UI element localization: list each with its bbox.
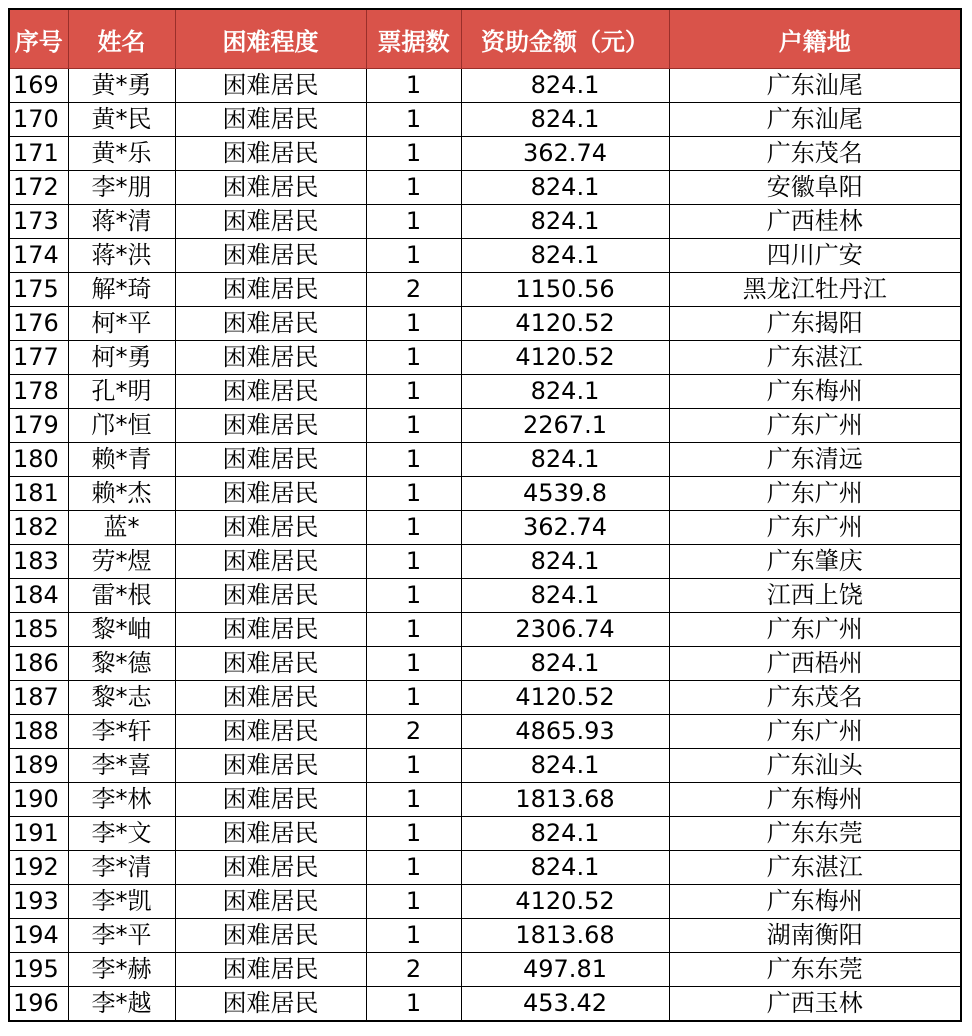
cell-index: 189 [9,749,68,783]
cell-hometown: 湖南衡阳 [669,919,961,953]
cell-difficulty: 困难居民 [175,851,366,885]
cell-receipt-count: 2 [366,715,461,749]
table-row [9,103,961,137]
cell-index: 186 [9,647,68,681]
table-row [9,511,961,545]
cell-amount: 453.42 [461,987,669,1022]
header-amount: 资助金额（元） [461,9,669,69]
cell-receipt-count: 1 [366,103,461,137]
cell-hometown: 江西上饶 [669,579,961,613]
cell-receipt-count: 1 [366,613,461,647]
cell-hometown: 广东茂名 [669,137,961,171]
cell-amount: 824.1 [461,375,669,409]
cell-amount: 362.74 [461,511,669,545]
cell-difficulty: 困难居民 [175,987,366,1022]
cell-hometown: 四川广安 [669,239,961,273]
cell-index: 173 [9,205,68,239]
cell-receipt-count: 1 [366,171,461,205]
cell-name: 赖*青 [68,443,175,477]
cell-difficulty: 困难居民 [175,919,366,953]
cell-name: 劳*煜 [68,545,175,579]
subsidy-table [8,8,962,1022]
cell-index: 171 [9,137,68,171]
cell-name: 雷*根 [68,579,175,613]
cell-name: 李*喜 [68,749,175,783]
cell-difficulty: 困难居民 [175,375,366,409]
cell-index: 178 [9,375,68,409]
cell-difficulty: 困难居民 [175,545,366,579]
table-row [9,647,961,681]
table-row [9,239,961,273]
cell-receipt-count: 1 [366,545,461,579]
cell-hometown: 广东广州 [669,613,961,647]
cell-index: 190 [9,783,68,817]
cell-receipt-count: 1 [366,375,461,409]
cell-receipt-count: 1 [366,783,461,817]
table-row [9,477,961,511]
cell-name: 李*朋 [68,171,175,205]
cell-index: 196 [9,987,68,1022]
cell-amount: 4865.93 [461,715,669,749]
cell-hometown: 广东广州 [669,715,961,749]
cell-index: 177 [9,341,68,375]
table-row [9,69,961,103]
cell-difficulty: 困难居民 [175,205,366,239]
cell-amount: 1813.68 [461,919,669,953]
cell-index: 176 [9,307,68,341]
cell-amount: 362.74 [461,137,669,171]
cell-receipt-count: 1 [366,307,461,341]
table-row [9,749,961,783]
cell-name: 李*平 [68,919,175,953]
cell-hometown: 广东广州 [669,477,961,511]
cell-hometown: 广东梅州 [669,885,961,919]
cell-amount: 4120.52 [461,681,669,715]
table-row [9,205,961,239]
cell-difficulty: 困难居民 [175,307,366,341]
cell-hometown: 广东汕尾 [669,103,961,137]
cell-index: 180 [9,443,68,477]
cell-hometown: 广东东莞 [669,817,961,851]
cell-difficulty: 困难居民 [175,715,366,749]
cell-amount: 824.1 [461,647,669,681]
cell-amount: 824.1 [461,749,669,783]
cell-hometown: 黑龙江牡丹江 [669,273,961,307]
cell-name: 李*赫 [68,953,175,987]
table-row [9,919,961,953]
cell-name: 蒋*清 [68,205,175,239]
cell-name: 黄*勇 [68,69,175,103]
table-row [9,715,961,749]
cell-amount: 824.1 [461,545,669,579]
cell-difficulty: 困难居民 [175,273,366,307]
cell-amount: 824.1 [461,103,669,137]
cell-amount: 4539.8 [461,477,669,511]
table-header-row [9,9,961,69]
cell-name: 邝*恒 [68,409,175,443]
cell-difficulty: 困难居民 [175,341,366,375]
cell-name: 李*越 [68,987,175,1022]
cell-receipt-count: 2 [366,273,461,307]
cell-receipt-count: 1 [366,919,461,953]
cell-hometown: 广西玉林 [669,987,961,1022]
cell-difficulty: 困难居民 [175,613,366,647]
table-row [9,273,961,307]
cell-name: 黄*乐 [68,137,175,171]
cell-name: 蒋*洪 [68,239,175,273]
cell-amount: 497.81 [461,953,669,987]
cell-difficulty: 困难居民 [175,817,366,851]
table-row [9,341,961,375]
cell-name: 李*轩 [68,715,175,749]
cell-index: 169 [9,69,68,103]
cell-index: 179 [9,409,68,443]
table-row [9,783,961,817]
cell-difficulty: 困难居民 [175,749,366,783]
cell-receipt-count: 1 [366,817,461,851]
cell-name: 孔*明 [68,375,175,409]
cell-amount: 4120.52 [461,341,669,375]
cell-name: 黎*德 [68,647,175,681]
cell-difficulty: 困难居民 [175,443,366,477]
cell-index: 172 [9,171,68,205]
cell-receipt-count: 1 [366,511,461,545]
cell-difficulty: 困难居民 [175,69,366,103]
cell-name: 李*林 [68,783,175,817]
cell-receipt-count: 1 [366,477,461,511]
cell-difficulty: 困难居民 [175,171,366,205]
cell-amount: 824.1 [461,443,669,477]
cell-index: 170 [9,103,68,137]
cell-name: 解*琦 [68,273,175,307]
cell-hometown: 广东揭阳 [669,307,961,341]
cell-name: 黎*岫 [68,613,175,647]
cell-name: 李*凯 [68,885,175,919]
cell-index: 194 [9,919,68,953]
subsidy-table-container [8,8,962,1022]
table-row [9,307,961,341]
cell-amount: 824.1 [461,817,669,851]
cell-hometown: 广东清远 [669,443,961,477]
cell-hometown: 广东湛江 [669,851,961,885]
table-body [9,69,961,1022]
cell-amount: 824.1 [461,171,669,205]
cell-receipt-count: 1 [366,681,461,715]
table-row [9,171,961,205]
cell-index: 175 [9,273,68,307]
cell-index: 191 [9,817,68,851]
cell-hometown: 广东汕尾 [669,69,961,103]
table-row [9,409,961,443]
header-receipt-count: 票据数 [366,9,461,69]
cell-hometown: 广东茂名 [669,681,961,715]
cell-amount: 824.1 [461,205,669,239]
cell-amount: 824.1 [461,239,669,273]
cell-hometown: 广东汕头 [669,749,961,783]
cell-amount: 824.1 [461,579,669,613]
cell-receipt-count: 1 [366,443,461,477]
cell-index: 188 [9,715,68,749]
cell-amount: 1813.68 [461,783,669,817]
cell-difficulty: 困难居民 [175,647,366,681]
cell-amount: 4120.52 [461,885,669,919]
cell-hometown: 广东梅州 [669,375,961,409]
cell-name: 李*文 [68,817,175,851]
table-row [9,681,961,715]
cell-difficulty: 困难居民 [175,477,366,511]
cell-index: 184 [9,579,68,613]
table-row [9,443,961,477]
cell-difficulty: 困难居民 [175,103,366,137]
cell-name: 蓝* [68,511,175,545]
cell-hometown: 广东广州 [669,409,961,443]
cell-index: 185 [9,613,68,647]
cell-hometown: 广西梧州 [669,647,961,681]
cell-index: 187 [9,681,68,715]
cell-amount: 824.1 [461,851,669,885]
cell-difficulty: 困难居民 [175,137,366,171]
cell-receipt-count: 1 [366,69,461,103]
cell-index: 182 [9,511,68,545]
cell-receipt-count: 1 [366,239,461,273]
cell-index: 174 [9,239,68,273]
cell-name: 李*清 [68,851,175,885]
cell-index: 195 [9,953,68,987]
cell-index: 193 [9,885,68,919]
table-row [9,885,961,919]
table-row [9,137,961,171]
cell-name: 黄*民 [68,103,175,137]
header-hometown: 户籍地 [669,9,961,69]
cell-index: 183 [9,545,68,579]
header-name: 姓名 [68,9,175,69]
cell-hometown: 广西桂林 [669,205,961,239]
table-row [9,851,961,885]
table-row [9,613,961,647]
cell-receipt-count: 1 [366,205,461,239]
cell-amount: 824.1 [461,69,669,103]
cell-receipt-count: 1 [366,749,461,783]
cell-difficulty: 困难居民 [175,409,366,443]
cell-difficulty: 困难居民 [175,953,366,987]
cell-hometown: 广东梅州 [669,783,961,817]
cell-difficulty: 困难居民 [175,783,366,817]
table-row [9,545,961,579]
cell-difficulty: 困难居民 [175,885,366,919]
cell-receipt-count: 1 [366,987,461,1022]
cell-hometown: 广东湛江 [669,341,961,375]
cell-receipt-count: 1 [366,579,461,613]
cell-receipt-count: 1 [366,647,461,681]
cell-index: 181 [9,477,68,511]
cell-name: 赖*杰 [68,477,175,511]
table-row [9,817,961,851]
table-row [9,579,961,613]
cell-receipt-count: 1 [366,341,461,375]
cell-name: 柯*平 [68,307,175,341]
cell-name: 黎*志 [68,681,175,715]
cell-hometown: 广东肇庆 [669,545,961,579]
cell-difficulty: 困难居民 [175,681,366,715]
cell-difficulty: 困难居民 [175,239,366,273]
cell-amount: 2306.74 [461,613,669,647]
cell-receipt-count: 1 [366,851,461,885]
cell-hometown: 安徽阜阳 [669,171,961,205]
cell-difficulty: 困难居民 [175,579,366,613]
cell-hometown: 广东东莞 [669,953,961,987]
table-row [9,987,961,1022]
cell-receipt-count: 2 [366,953,461,987]
cell-receipt-count: 1 [366,409,461,443]
table-row [9,953,961,987]
table-row [9,375,961,409]
cell-amount: 1150.56 [461,273,669,307]
cell-amount: 4120.52 [461,307,669,341]
cell-receipt-count: 1 [366,137,461,171]
cell-difficulty: 困难居民 [175,511,366,545]
cell-hometown: 广东广州 [669,511,961,545]
header-difficulty: 困难程度 [175,9,366,69]
header-index: 序号 [9,9,68,69]
cell-receipt-count: 1 [366,885,461,919]
cell-amount: 2267.1 [461,409,669,443]
cell-index: 192 [9,851,68,885]
cell-name: 柯*勇 [68,341,175,375]
